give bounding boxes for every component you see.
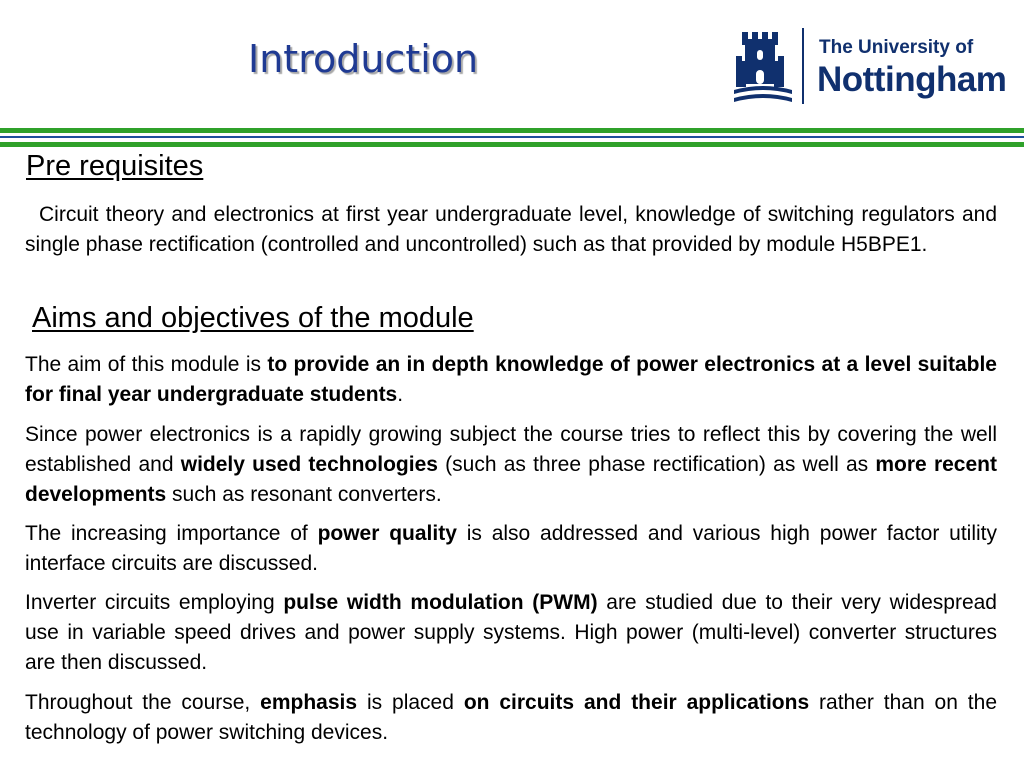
technologies-emphasis-2: more recent developments [25, 453, 997, 506]
inverter-text-1: Inverter circuits employing [25, 591, 284, 614]
technologies-text-1: Since power electronics is a rapidly growing subject the course tries to reflect this by covering the well established and [25, 423, 997, 476]
header-rule-green-top [0, 128, 1024, 133]
power-quality-text-2: is also addressed and various high power factor utility interface circuits are discussed. [25, 522, 997, 575]
header-rule-blue [0, 136, 1024, 138]
emphasis-text-2: is placed [357, 691, 464, 714]
prerequisites-heading: Pre requisites [26, 150, 204, 182]
castle-icon [732, 26, 794, 106]
logo-divider [802, 28, 804, 104]
emphasis-text-3: rather than on the technology of power switching devices. [25, 691, 997, 744]
inverter-emphasis: pulse width modulation (PWM) [283, 591, 598, 614]
power-quality-paragraph [25, 519, 997, 579]
emphasis-bold-2: on circuits and their applications [463, 691, 810, 714]
aim-emphasis: to provide an in depth knowledge of power electronics at a level suitable for final year undergraduate students [25, 353, 997, 406]
logo-text-line1: The University of [819, 37, 974, 58]
aim-text-end: . [397, 383, 404, 406]
university-logo [732, 26, 1007, 108]
technologies-emphasis-1: widely used technologies [180, 453, 438, 476]
logo-text-line2: Nottingham [817, 60, 1007, 99]
prerequisites-paragraph: Circuit theory and electronics at first year undergraduate level, knowledge of switching regulators and single phase rectification (controlled and uncontrolled) such as that provided by module H5BPE1. [25, 203, 997, 256]
technologies-text-2: (such as three phase rectification) as well as [437, 453, 876, 476]
inverter-text-2: are studied due to their very widespread use in variable speed drives and power supply systems. High power (multi-level) converter structures are then discussed. [25, 591, 997, 674]
emphasis-paragraph [25, 688, 997, 748]
emphasis-text-1: Throughout the course, [25, 691, 261, 714]
header-rule-green-bottom [0, 142, 1024, 147]
power-quality-emphasis: power quality [317, 522, 457, 545]
technologies-text-3: such as resonant converters. [166, 483, 442, 506]
inverter-paragraph [25, 588, 997, 678]
aim-paragraph [25, 350, 997, 410]
slide-title: Introduction [248, 37, 479, 81]
emphasis-bold-1: emphasis [260, 691, 358, 714]
aim-text: The aim of this module is [25, 353, 268, 376]
technologies-paragraph [25, 420, 997, 510]
aims-heading: Aims and objectives of the module [32, 302, 474, 334]
power-quality-text-1: The increasing importance of [25, 522, 318, 545]
